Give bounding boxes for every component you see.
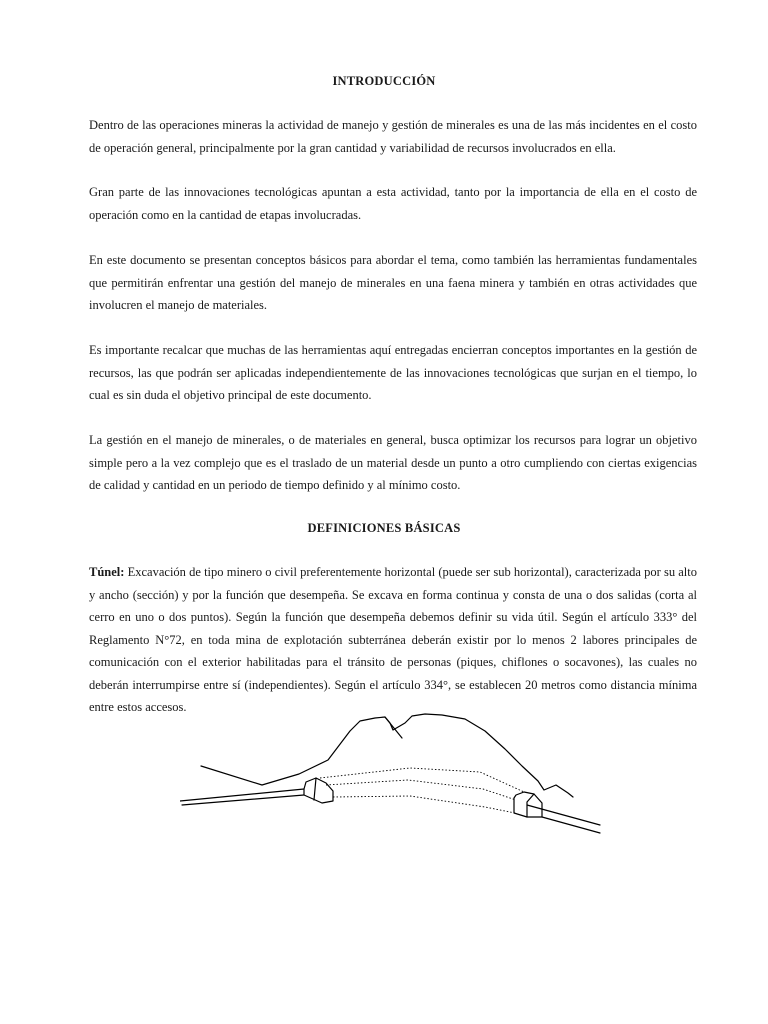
paragraph-2: Gran parte de las innovaciones tecnológicas apuntan a esta actividad, tanto por la importancia de ella en el costo de operación como en la cantidad de etapas involucradas.	[89, 185, 697, 222]
paragraph-tunel	[89, 561, 697, 719]
paragraph-5: La gestión en el manejo de minerales, o de materiales en general, busca optimizar los recursos para lograr un objetivo simple pero a la vez complejo que es el traslado de un material desde un punto a otro cumpliendo con ciertas exigencias de calidad y cantidad en un periodo de tiempo definido y al mínimo costo.	[89, 433, 697, 492]
tunnel-illustration-icon	[180, 712, 610, 844]
paragraph-4: Es importante recalcar que muchas de las herramientas aquí entregadas encierran conceptos importantes en la gestión de recursos, las que podrán ser aplicadas independientemente de las innovaciones tecnológicas que surjan en el tiempo, lo cual es sin duda el objetivo principal de este documento.	[89, 343, 697, 402]
heading-introduccion: INTRODUCCIÓN	[332, 74, 436, 88]
heading-definiciones-basicas: DEFINICIONES BÁSICAS	[307, 521, 461, 535]
tunel-definition: Excavación de tipo minero o civil preferentemente horizontal (puede ser sub horizontal), caracterizada por su alto y ancho (sección) y por la función que desempeña. Se excava en forma continua y consta de una o dos salidas (corta al cerro en uno o dos puntos). Según la función que desempeña debemos definir su vida útil. Según el artículo 333° del Reglamento N°72, en toda mina de explotación subterránea deberán existir por lo menos 2 labores principales de comunicación con el exterior habilitadas para el tránsito de personas (piques, chiflones o socavones), las cuales no deberán interrumpirse entre sí (independientes). Según el artículo 334°, se establecen 20 metros como distancia mínima entre estos accesos.	[89, 565, 697, 714]
paragraph-1: Dentro de las operaciones mineras la actividad de manejo y gestión de minerales es una de las más incidentes en el costo de operación general, principalmente por la gran cantidad y variabilidad de recursos involucrados en ella.	[89, 118, 697, 155]
tunel-term: Túnel:	[89, 565, 125, 579]
paragraph-3: En este documento se presentan conceptos básicos para abordar el tema, como también las herramientas fundamentales que permitirán enfrentar una gestión del manejo de minerales en una faena minera y también en otras actividades que involucren el manejo de materiales.	[89, 253, 697, 312]
